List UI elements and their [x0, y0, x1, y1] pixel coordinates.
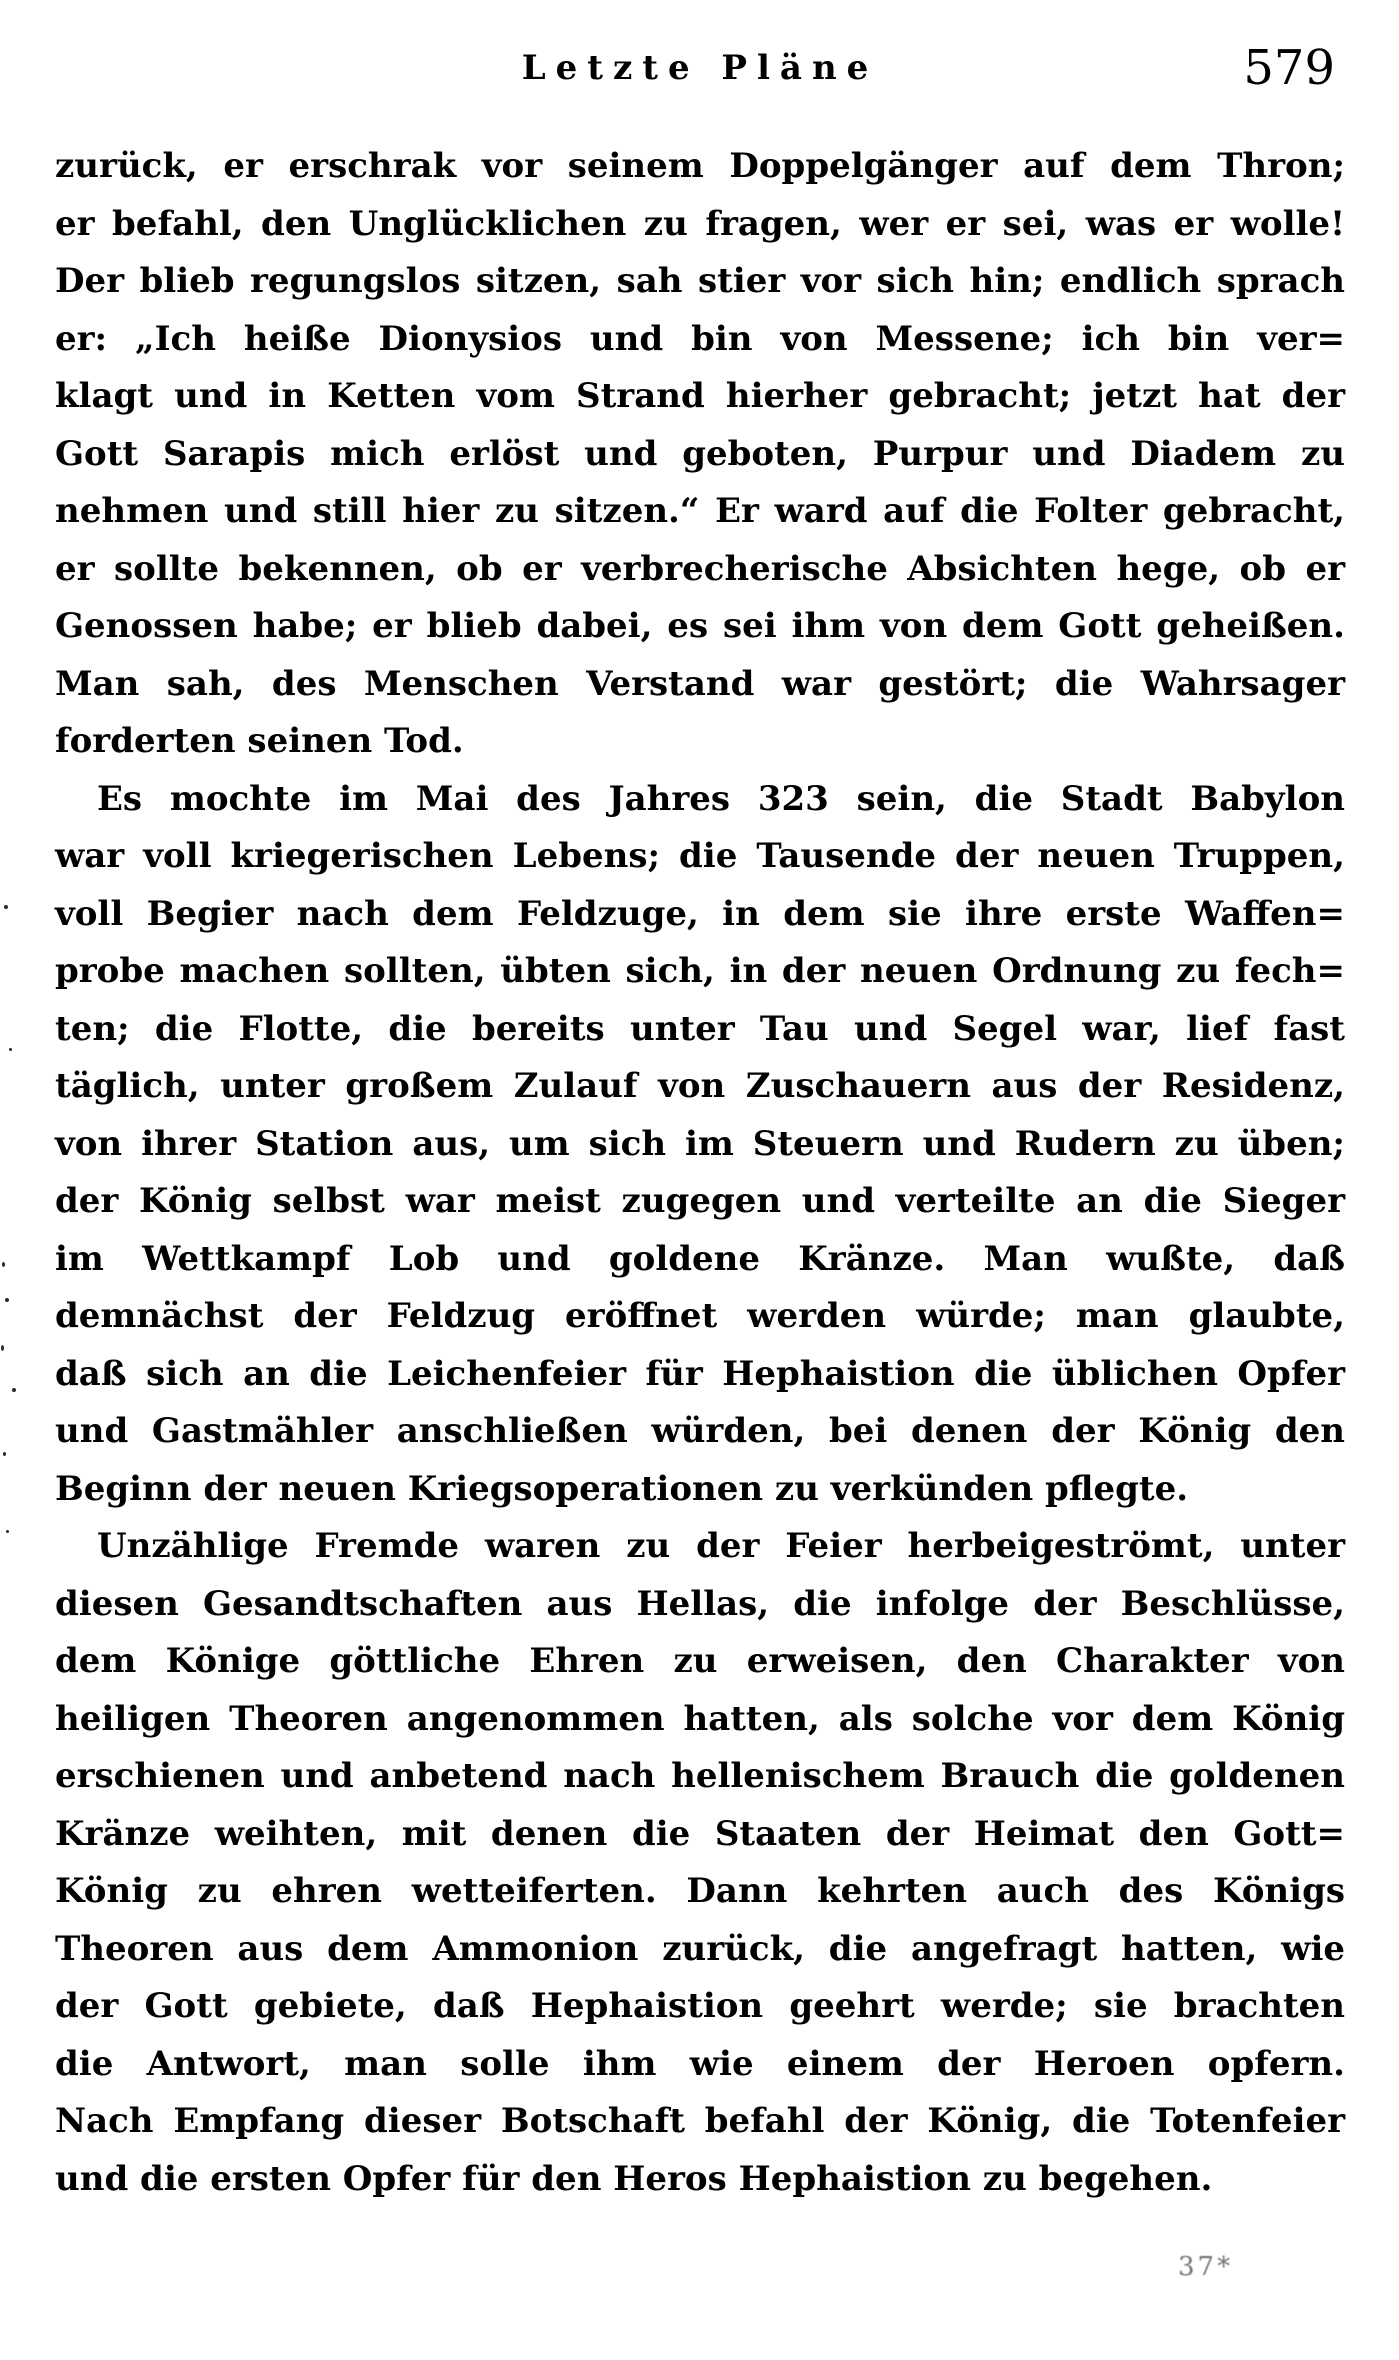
scan-artifact: [4, 905, 8, 909]
text-line: forderten seinen Tod.: [55, 721, 464, 761]
text-line: König zu ehren wetteiferten. Dann kehrten auch des Königs: [55, 1871, 1345, 1911]
text-line: daß sich an die Leichenfeier für Hephaistion die üblichen Opfer: [55, 1353, 1345, 1394]
text-line: dem Könige göttliche Ehren zu erweisen, den Charakter von: [55, 1641, 1345, 1681]
text-line: die Antwort, man solle ihm wie einem der Heroen opfern.: [55, 2043, 1345, 2084]
scan-artifact: [6, 1530, 9, 1533]
text-line: Unzählige Fremde waren zu der Feier herbeigeströmt, unter: [97, 1526, 1345, 1566]
scan-artifact: [2, 1262, 5, 1267]
text-line: war voll kriegerischen Lebens; die Tausende der neuen Truppen,: [55, 836, 1345, 876]
signature-mark: 37*: [1178, 2252, 1234, 2282]
text-line: täglich, unter großem Zulauf von Zuschauern aus der Residenz,: [55, 1066, 1345, 1106]
text-line: der Gott gebiete, daß Hephaistion geehrt werde; sie brachten: [55, 1986, 1345, 2026]
text-line: nehmen und still hier zu sitzen.“ Er ward auf die Folter gebracht,: [55, 491, 1345, 531]
chapter-title: Letzte Pläne: [521, 48, 879, 88]
text-line: Es mochte im Mai des Jahres 323 sein, die Stadt Babylon: [97, 778, 1345, 819]
scan-artifact: [5, 1298, 9, 1302]
scan-artifact: [1, 1345, 4, 1351]
text-line: er befahl, den Unglücklichen zu fragen, wer er sei, was er wolle!: [55, 203, 1345, 244]
text-line: er: „Ich heiße Dionysios und bin von Messene; ich bin ver=: [55, 318, 1345, 359]
text-line: voll Begier nach dem Feldzuge, in dem sie ihre erste Waffen=: [55, 893, 1345, 934]
text-line: Man sah, des Menschen Verstand war gestört; die Wahrsager: [55, 663, 1345, 704]
text-line: Nach Empfang dieser Botschaft befahl der König, die Totenfeier: [55, 2101, 1345, 2141]
text-line: Genossen habe; er blieb dabei, es sei ihm von dem Gott geheißen.: [55, 606, 1345, 646]
text-line: diesen Gesandtschaften aus Hellas, die infolge der Beschlüsse,: [55, 1583, 1345, 1624]
scan-artifact: [12, 1388, 16, 1392]
text-line: Beginn der neuen Kriegsoperationen zu verkünden pflegte.: [55, 1468, 1189, 1509]
text-line: Der blieb regungslos sitzen, sah stier vor sich hin; endlich sprach: [55, 261, 1345, 301]
text-block: [55, 138, 1345, 2208]
text-line: und die ersten Opfer für den Heros Hephaistion zu begehen.: [55, 2158, 1213, 2199]
text-line: heiligen Theoren angenommen hatten, als solche vor dem König: [55, 1698, 1345, 1739]
scan-artifact: [3, 1452, 6, 1456]
text-line: probe machen sollten, übten sich, in der neuen Ordnung zu fech=: [55, 951, 1345, 991]
text-line: Theoren aus dem Ammonion zurück, die angefragt hatten, wie: [55, 1928, 1345, 1969]
text-line: von ihrer Station aus, um sich im Steuern und Rudern zu üben;: [55, 1123, 1345, 1164]
text-line: der König selbst war meist zugegen und verteilte an die Sieger: [55, 1181, 1345, 1221]
text-line: klagt und in Ketten vom Strand hierher gebracht; jetzt hat der: [55, 376, 1345, 416]
text-line: er sollte bekennen, ob er verbrecherische Absichten hege, ob er: [55, 548, 1345, 589]
text-line: im Wettkampf Lob und goldene Kränze. Man wußte, daß: [55, 1238, 1345, 1279]
scan-artifact: [9, 1048, 12, 1051]
text-line: zurück, er erschrak vor seinem Doppelgänger auf dem Thron;: [55, 146, 1345, 186]
page-number: 579: [1243, 40, 1335, 96]
text-line: Kränze weihten, mit denen die Staaten der Heimat den Gott=: [55, 1813, 1345, 1854]
page-header: [55, 38, 1345, 98]
text-line: Gott Sarapis mich erlöst und geboten, Purpur und Diadem zu: [55, 433, 1345, 474]
paragraph: [55, 138, 1345, 771]
paragraph: [55, 1518, 1345, 2208]
text-line: erschienen und anbetend nach hellenischem Brauch die goldenen: [55, 1756, 1345, 1796]
text-line: ten; die Flotte, die bereits unter Tau und Segel war, lief fast: [55, 1008, 1345, 1049]
text-line: demnächst der Feldzug eröffnet werden würde; man glaubte,: [55, 1296, 1345, 1336]
paragraph: [55, 771, 1345, 1519]
text-line: und Gastmähler anschließen würden, bei denen der König den: [55, 1411, 1345, 1451]
